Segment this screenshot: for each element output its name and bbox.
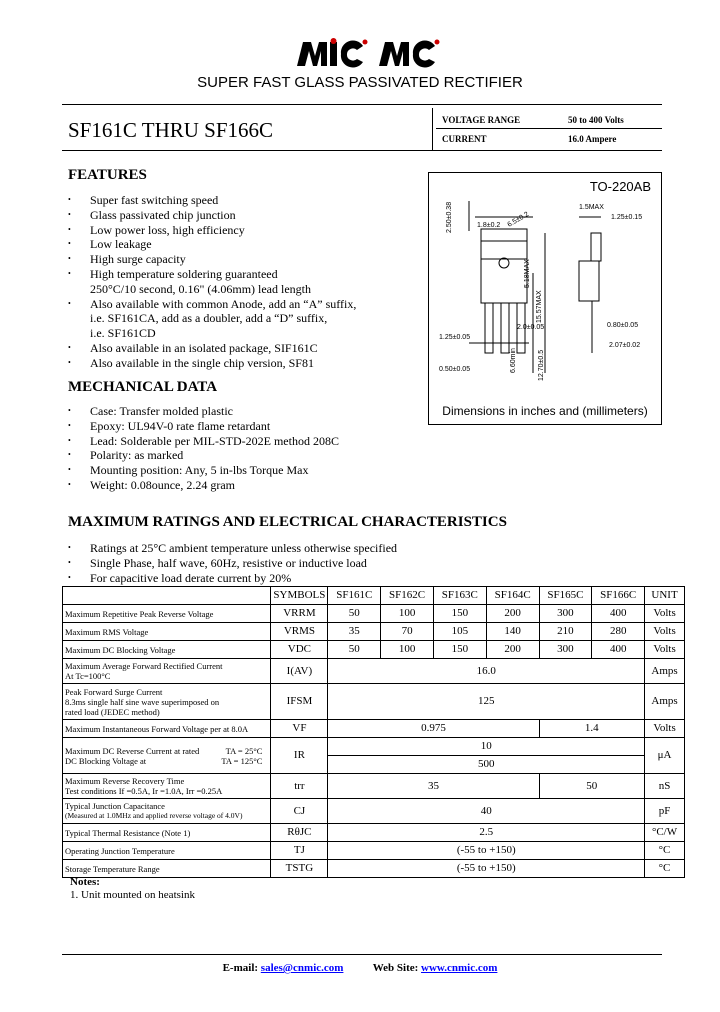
param-description: Storage Temperature Range — [63, 860, 271, 878]
note-item: 1. Unit mounted on heatsink — [70, 889, 195, 901]
table-header-cell: SYMBOLS — [271, 587, 328, 605]
document-subtitle: SUPER FAST GLASS PASSIVATED RECTIFIER — [197, 74, 523, 91]
list-item: • Weight: 0.08ounce, 2.24 gram — [68, 478, 418, 493]
desc-line: At Tc=100°C — [65, 671, 111, 681]
table-cell: 300 — [539, 605, 592, 623]
list-item: • Low leakage — [68, 237, 418, 252]
dim-label: 0.80±0.05 — [607, 322, 639, 329]
dim-label: 1.25±0.05 — [439, 334, 471, 341]
param-description: Maximum RMS Voltage — [63, 623, 271, 641]
table-cell: (-55 to +150) — [328, 860, 645, 878]
param-unit: °C/W — [645, 824, 685, 842]
desc-line: Peak Forward Surge Current — [65, 686, 163, 697]
param-description — [63, 659, 271, 684]
dim-label: 1.25±0.15 — [611, 214, 643, 221]
dim-label: 2.0±0.05 — [517, 324, 545, 331]
table-cell: 200 — [486, 641, 539, 659]
dim-label: 2.07±0.02 — [609, 342, 641, 349]
email-label: E-mail: — [222, 962, 259, 974]
table-cell: 50 — [328, 641, 381, 659]
list-item: • High surge capacity — [68, 252, 418, 267]
param-description: Maximum DC Blocking Voltage — [63, 641, 271, 659]
param-symbol: IFSM — [271, 684, 328, 720]
table-cell: 140 — [486, 623, 539, 641]
table-cell: 0.975 — [328, 720, 539, 738]
param-unit: Volts — [645, 605, 685, 623]
table-cell: 500 — [328, 756, 645, 774]
table-cell: 200 — [486, 605, 539, 623]
param-symbol: RθJC — [271, 824, 328, 842]
param-symbol: IR — [271, 738, 328, 774]
table-cell: 150 — [433, 641, 486, 659]
table-cell: 400 — [592, 641, 645, 659]
table-header-cell: UNIT — [645, 587, 685, 605]
current-label: CURRENT — [442, 134, 487, 144]
param-description: Maximum Instantaneous Forward Voltage per at 8.0A — [63, 720, 271, 738]
package-title: TO-220AB — [589, 179, 651, 194]
table-header-row — [63, 587, 685, 605]
desc-line: Test conditions If =0.5A, Ir =1.0A, Irr =0.25A — [65, 786, 223, 796]
mechanical-list — [68, 404, 418, 493]
table-row — [63, 842, 685, 860]
param-symbol: VRRM — [271, 605, 328, 623]
dim-label: 15.57MAX — [536, 290, 543, 323]
dim-label: 6.5±0.2 — [506, 211, 531, 229]
mechanical-heading: MECHANICAL DATA — [68, 379, 218, 395]
voltage-range-value: 50 to 400 Volts — [568, 115, 624, 125]
param-description: Operating Junction Temperature — [63, 842, 271, 860]
company-logo — [295, 38, 445, 68]
dim-label: 5.18MAX — [524, 259, 531, 288]
desc-line — [65, 756, 268, 766]
table-cell: 100 — [381, 641, 434, 659]
features-list — [68, 193, 418, 371]
table-cell: 16.0 — [328, 659, 645, 684]
table-cell: 125 — [328, 684, 645, 720]
table-cell: 35 — [328, 623, 381, 641]
param-unit: nS — [645, 774, 685, 799]
list-item: • Super fast switching speed — [68, 193, 418, 208]
list-item: • Also available in an isolated package, SIF161C — [68, 341, 418, 356]
param-description — [63, 774, 271, 799]
table-cell: 40 — [328, 799, 645, 824]
param-symbol: VDC — [271, 641, 328, 659]
list-item: • Epoxy: UL94V-0 rate flame retardant — [68, 419, 418, 434]
param-symbol: TSTG — [271, 860, 328, 878]
param-description — [63, 738, 271, 774]
table-cell: 1.4 — [539, 720, 645, 738]
desc-text: DC Blocking Voltage at — [65, 755, 147, 766]
desc-line: (Measured at 1.0MHz and applied reverse voltage of 4.0V) — [65, 811, 243, 820]
param-description: Maximum Repetitive Peak Reverse Voltage — [63, 605, 271, 623]
notes-heading: Notes: — [70, 876, 100, 888]
desc-line: Maximum Average Forward Rectified Current — [65, 661, 223, 671]
param-unit: Volts — [645, 641, 685, 659]
dim-label: 2.50±0.38 — [446, 201, 453, 233]
spec-divider — [432, 108, 433, 150]
param-description — [63, 684, 271, 720]
dim-label: 1.5MAX — [579, 204, 604, 211]
package-drawing — [429, 173, 661, 424]
footer — [0, 962, 720, 974]
table-cell: 2.5 — [328, 824, 645, 842]
table-header-cell: SF165C — [539, 587, 592, 605]
table-cell: 70 — [381, 623, 434, 641]
param-symbol: TJ — [271, 842, 328, 860]
header-bottom-rule — [62, 150, 662, 151]
dim-label: 0.50±0.05 — [439, 366, 471, 373]
table-row — [63, 720, 685, 738]
table-cell: 35 — [328, 774, 539, 799]
list-item: • Ratings at 25°C ambient temperature unless otherwise specified — [68, 541, 568, 556]
table-row — [63, 684, 685, 720]
list-item: • Also available with common Anode, add an “A” suffix, — [68, 297, 418, 312]
param-description — [63, 799, 271, 824]
table-cell: 280 — [592, 623, 645, 641]
table-row — [63, 774, 685, 799]
list-item: i.e. SF161CA, add as a doubler, add a “D” suffix, — [90, 311, 328, 326]
param-unit: pF — [645, 799, 685, 824]
table-row — [63, 641, 685, 659]
spec-row-rule — [436, 128, 662, 129]
table-row — [63, 623, 685, 641]
table-cell: 100 — [381, 605, 434, 623]
list-item: • Polarity: as marked — [68, 448, 418, 463]
param-unit: μA — [645, 738, 685, 774]
package-diagram-box — [428, 172, 662, 425]
dim-label: 6.60min — [510, 348, 517, 373]
table-cell: 10 — [328, 738, 645, 756]
condition-text: TA = 25°C — [225, 745, 263, 756]
table-row — [63, 738, 685, 756]
table-row — [63, 799, 685, 824]
table-header-cell: SF166C — [592, 587, 645, 605]
website-label: Web Site: — [372, 962, 419, 974]
param-symbol: trr — [271, 774, 328, 799]
param-symbol: VF — [271, 720, 328, 738]
website-link[interactable]: www.cnmic.com — [421, 962, 498, 974]
table-cell: 50 — [539, 774, 645, 799]
table-cell: 300 — [539, 641, 592, 659]
desc-line: 8.3ms single half sine wave superimposed on — [65, 696, 220, 707]
list-item: • Also available in the single chip version, SF81 — [68, 356, 418, 371]
table-header-cell: SF164C — [486, 587, 539, 605]
desc-line: Typical Junction Capacitance — [65, 801, 165, 811]
part-number-title: SF161C THRU SF166C — [68, 118, 274, 142]
list-item: • Case: Transfer molded plastic — [68, 404, 418, 419]
param-symbol: I(AV) — [271, 659, 328, 684]
ratings-table — [62, 586, 685, 878]
dim-label: 12.70±0.5 — [538, 349, 545, 381]
list-item: • Glass passivated chip junction — [68, 208, 418, 223]
list-item: • For capacitive load derate current by 20% — [68, 571, 568, 586]
list-item: • Lead: Solderable per MIL-STD-202E method 208C — [68, 434, 418, 449]
package-caption: Dimensions in inches and (millimeters) — [442, 404, 648, 418]
voltage-range-label: VOLTAGE RANGE — [442, 115, 521, 125]
list-item: • Mounting position: Any, 5 in-lbs Torque Max — [68, 463, 418, 478]
table-cell — [63, 587, 271, 605]
desc-line — [65, 746, 268, 756]
list-item: 250°C/10 second, 0.16" (4.06mm) lead length — [90, 281, 311, 296]
param-unit: Amps — [645, 659, 685, 684]
footer-rule — [62, 954, 662, 955]
param-unit: Volts — [645, 623, 685, 641]
table-row — [63, 605, 685, 623]
ratings-heading: MAXIMUM RATINGS AND ELECTRICAL CHARACTERISTICS — [68, 514, 507, 530]
param-unit: Amps — [645, 684, 685, 720]
table-header-cell: SF162C — [381, 587, 434, 605]
condition-text: TA = 125°C — [221, 755, 263, 766]
param-unit: °C — [645, 860, 685, 878]
param-description: Typical Thermal Resistance (Note 1) — [63, 824, 271, 842]
features-heading: FEATURES — [68, 167, 147, 183]
notes-section — [70, 876, 195, 902]
table-cell: (-55 to +150) — [328, 842, 645, 860]
table-cell: 50 — [328, 605, 381, 623]
top-rule — [62, 104, 662, 105]
table-row — [63, 860, 685, 878]
ratings-conditions-list — [68, 541, 568, 585]
list-item: • High temperature soldering guaranteed — [68, 267, 418, 282]
param-symbol: VRMS — [271, 623, 328, 641]
table-row — [63, 659, 685, 684]
table-cell: 210 — [539, 623, 592, 641]
list-item: • Single Phase, half wave, 60Hz, resistive or inductive load — [68, 556, 568, 571]
email-link[interactable]: sales@cnmic.com — [260, 962, 344, 974]
table-cell: 150 — [433, 605, 486, 623]
param-unit: Volts — [645, 720, 685, 738]
desc-line: rated load (JEDEC method) — [65, 706, 160, 717]
desc-text: Maximum DC Reverse Current at rated — [65, 745, 200, 756]
list-item: • Low power loss, high efficiency — [68, 223, 418, 238]
param-symbol: CJ — [271, 799, 328, 824]
table-cell: 105 — [433, 623, 486, 641]
param-unit: °C — [645, 842, 685, 860]
dim-label: 1.8±0.2 — [477, 222, 501, 229]
table-header-cell: SF161C — [328, 587, 381, 605]
desc-line: Maximum Reverse Recovery Time — [65, 776, 185, 786]
current-value: 16.0 Ampere — [568, 134, 617, 144]
list-item: i.e. SF161CD — [90, 326, 156, 341]
table-cell: 400 — [592, 605, 645, 623]
table-row — [63, 824, 685, 842]
table-header-cell: SF163C — [433, 587, 486, 605]
